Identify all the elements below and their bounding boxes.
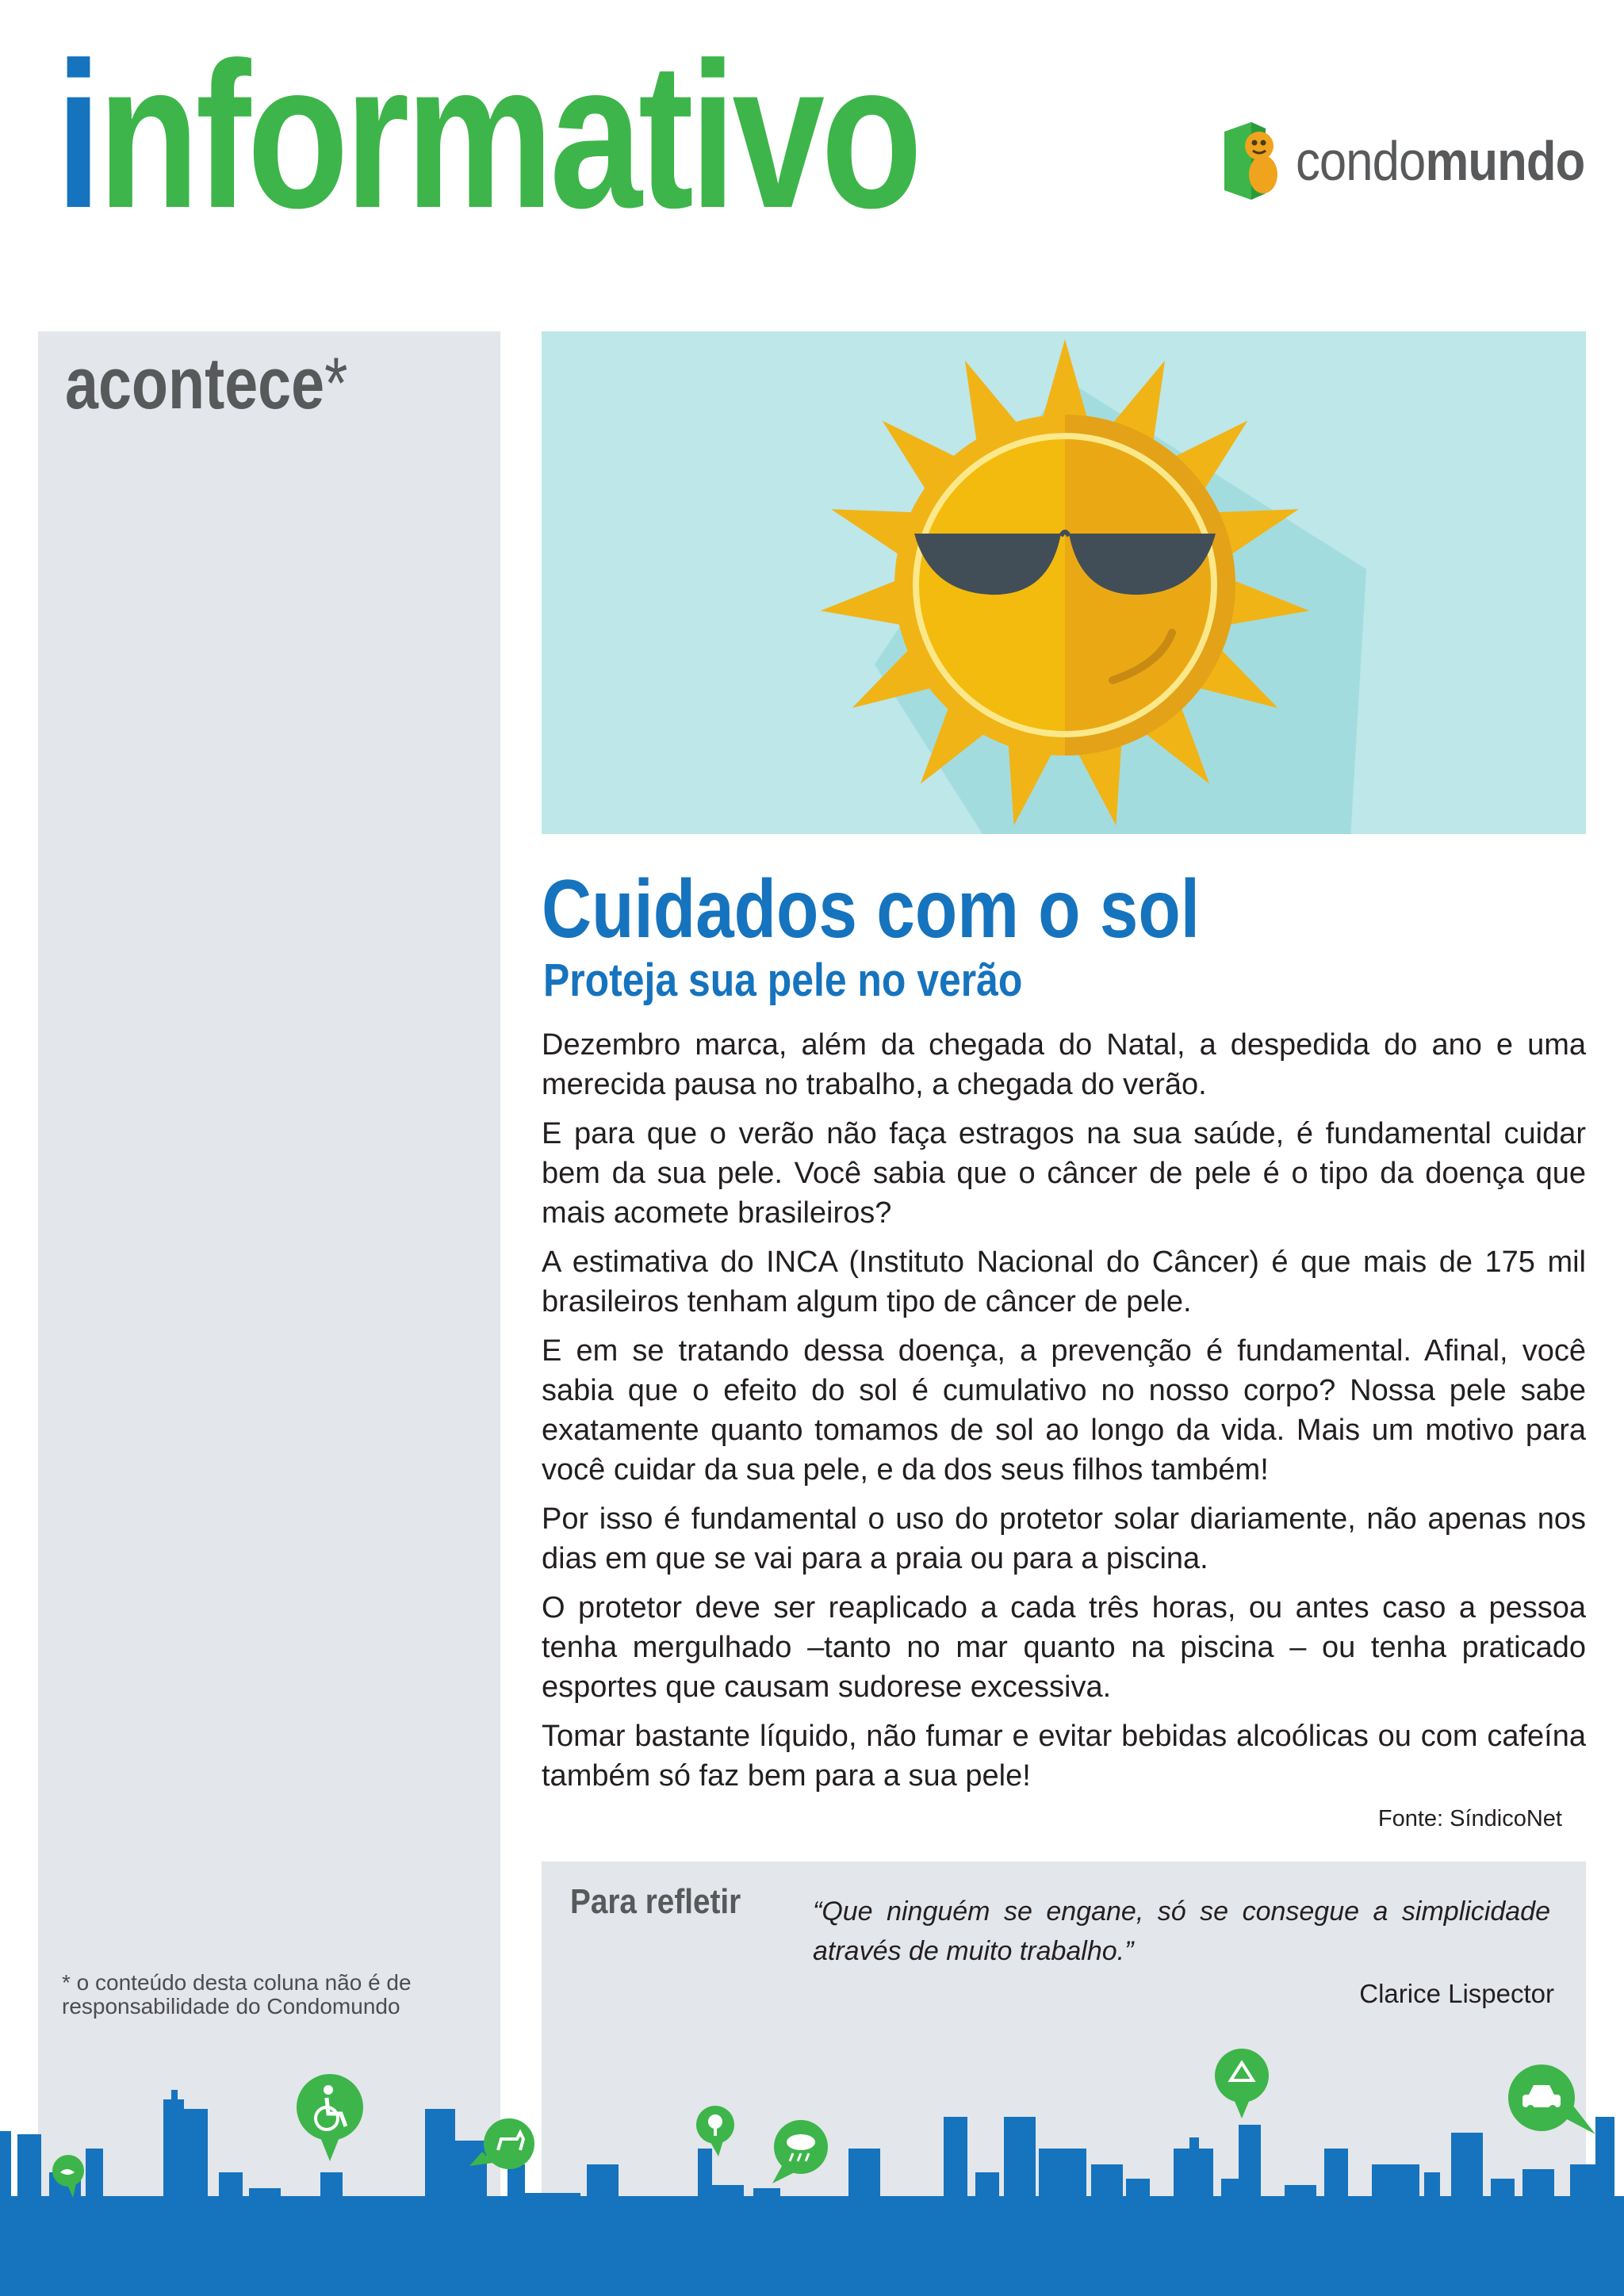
quote-label: Para refletir — [570, 1882, 741, 1921]
article-paragraph: A estimativa do INCA (Instituto Nacional do Câncer) é que mais de 175 mil brasileiros tenham algum tipo de câncer de pele. — [542, 1246, 1586, 1318]
brand-logo-group — [1220, 115, 1624, 206]
article-paragraph: Tomar bastante líquido, não fumar e evitar bebidas alcoólicas ou com cafeína também só faz bem para a sua pele! — [542, 1720, 1586, 1793]
rain-cloud-icon — [772, 2120, 828, 2183]
sidebar-title-text: acontece — [65, 343, 325, 424]
masthead-title — [56, 19, 919, 251]
sun-sunglasses-illustration — [542, 331, 1586, 834]
article-paragraph: E para que o verão não faça estragos na sua saúde, é fundamental cuidar bem da sua pele. Você sabia que o câncer de pele é o tipo da doença que mais acomete brasileiros? — [542, 1117, 1586, 1230]
condomundo-logo-icon — [1220, 117, 1283, 205]
article-paragraph: O protetor deve ser reaplicado a cada três horas, ou antes caso a pessoa tenha mergulhado –tanto no mar quanto na piscina – ou tenha praticado esportes que causam sudorese excessiva. — [542, 1591, 1586, 1704]
article-body — [542, 1025, 1586, 1805]
article-paragraph: Dezembro marca, além da chegada do Natal, a despedida do ano e uma merecida pausa no trabalho, a chegada do verão. — [542, 1028, 1586, 1101]
masthead-first-letter: i — [56, 19, 98, 251]
sidebar-acontece — [38, 331, 500, 2296]
sidebar-title-mark: * — [324, 343, 348, 424]
quote-author: Clarice Lispector — [1359, 1979, 1554, 2008]
city-skyline — [0, 2030, 1624, 2296]
car-icon — [1508, 2064, 1595, 2134]
brand-wordmark-light: condo — [1296, 129, 1426, 192]
hero-illustration — [542, 331, 1586, 834]
quote-text: “Que ninguém se engane, só se consegue a simplicidade através de muito trabalho.” — [813, 1896, 1550, 1966]
brand-wordmark-bold: mundo — [1425, 129, 1585, 192]
article-source: Fonte: SíndicoNet — [1377, 1806, 1562, 1831]
article-title: Cuidados com o sol — [542, 863, 1201, 955]
brand-wordmark — [1296, 129, 1585, 192]
sidebar-disclaimer: * o conteúdo desta coluna não é de responsabilidade do Condomundo — [62, 1970, 412, 2019]
accessibility-icon — [297, 2074, 363, 2161]
recycle-icon — [1215, 2049, 1269, 2118]
sidebar-title — [65, 343, 348, 424]
masthead-rest: nformativo — [98, 19, 919, 251]
article-paragraph: Por isso é fundamental o uso do protetor solar diariamente, não apenas nos dias em que se vai para a praia ou para a piscina. — [542, 1502, 1586, 1575]
article-subtitle: Proteja sua pele no verão — [543, 955, 1023, 1006]
article-paragraph: E em se tratando dessa doença, a prevenção é fundamental. Afinal, você sabia que o efeito do sol é cumulativo no nosso corpo? Nossa pele sabe exatamente quanto tomamos de sol ao longo da vida. Mais um motivo para você cuidar da sua pele, e da dos seus filhos também! — [542, 1334, 1586, 1487]
